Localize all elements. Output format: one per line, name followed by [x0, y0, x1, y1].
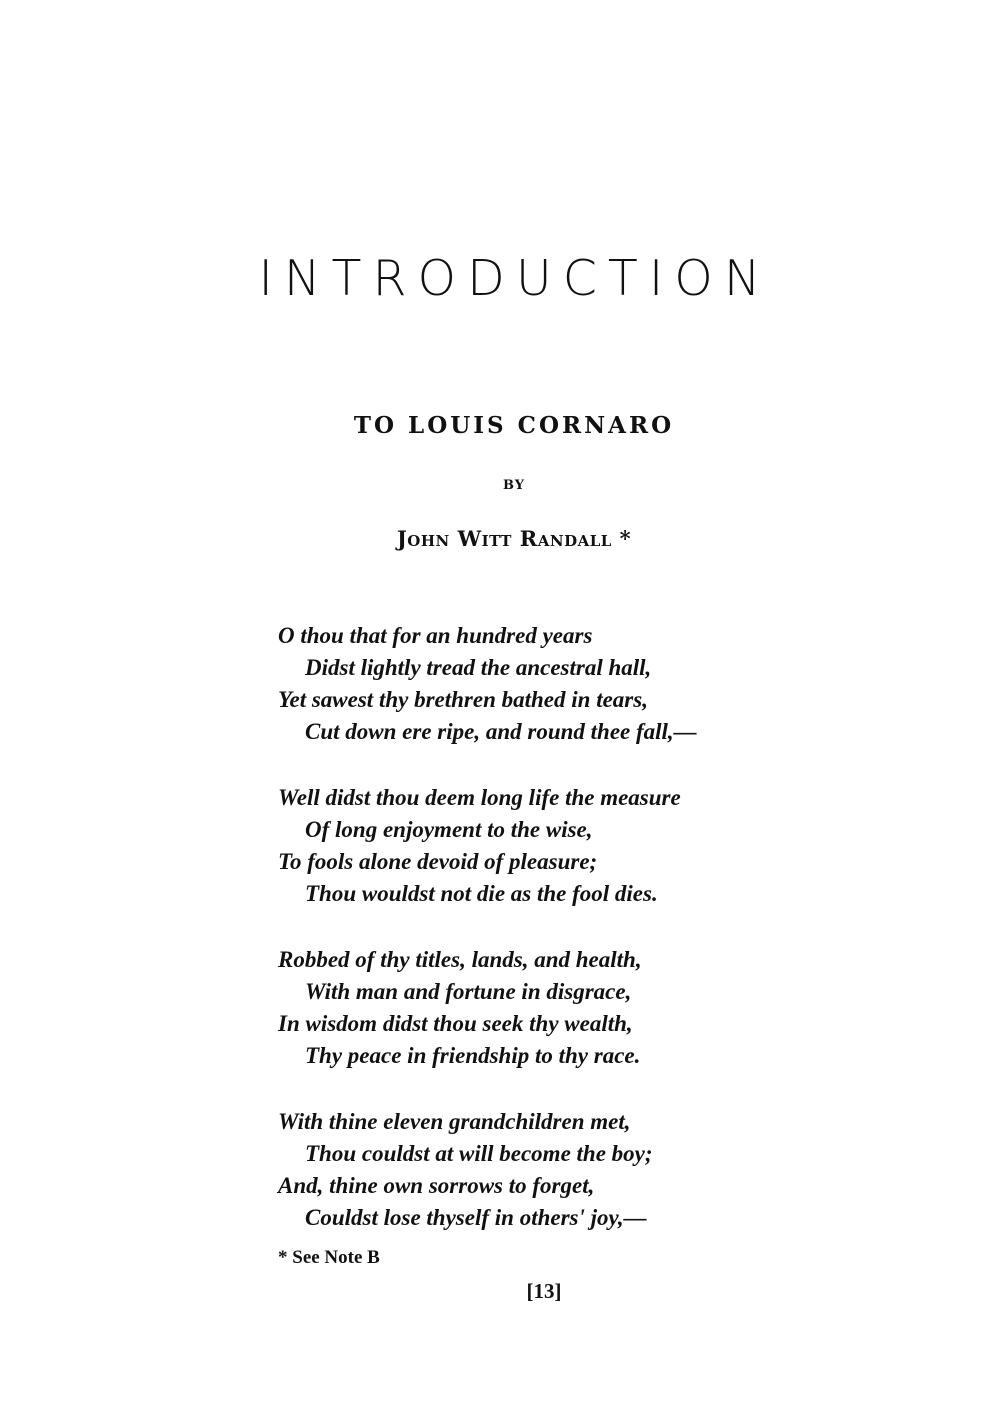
poem-line: Yet sawest thy brethren bathed in tears,	[278, 687, 648, 712]
page-title: INTRODUCTION	[258, 250, 772, 307]
poem-line: Didst lightly tread the ancestral hall,	[305, 655, 652, 680]
footnote: * See Note B	[278, 1247, 380, 1268]
stanza-4	[278, 1106, 798, 1234]
poem-line: Well didst thou deem long life the measure	[278, 785, 681, 810]
by-label: BY	[502, 478, 526, 493]
poem-line: Thy peace in friendship to thy race.	[305, 1043, 641, 1068]
poem-line: Cut down ere ripe, and round thee fall,—	[305, 719, 697, 744]
poem-line: With man and fortune in disgrace,	[305, 979, 632, 1004]
poem-line: In wisdom didst thou seek thy wealth,	[278, 1011, 633, 1036]
poem-line: Couldst lose thyself in others' joy,—	[305, 1205, 647, 1230]
stanza-3	[278, 944, 798, 1072]
page-number: [13]	[526, 1279, 562, 1303]
poem-line: Of long enjoyment to the wise,	[305, 817, 593, 842]
poem-line: O thou that for an hundred years	[278, 623, 593, 648]
poem-line: Thou couldst at will become the boy;	[305, 1141, 653, 1166]
poem-line: Robbed of thy titles, lands, and health,	[278, 947, 642, 972]
stanza-1	[278, 620, 798, 748]
stanza-2	[278, 782, 798, 910]
author-name: John Witt Randall *	[396, 526, 632, 551]
poem-line: And, thine own sorrows to forget,	[278, 1173, 595, 1198]
poem-line: To fools alone devoid of pleasure;	[278, 849, 598, 874]
poem-title: TO LOUIS CORNARO	[353, 412, 675, 439]
poem-body	[278, 620, 798, 1268]
poem-line: With thine eleven grandchildren met,	[278, 1109, 631, 1134]
poem-line: Thou wouldst not die as the fool dies.	[305, 881, 658, 906]
